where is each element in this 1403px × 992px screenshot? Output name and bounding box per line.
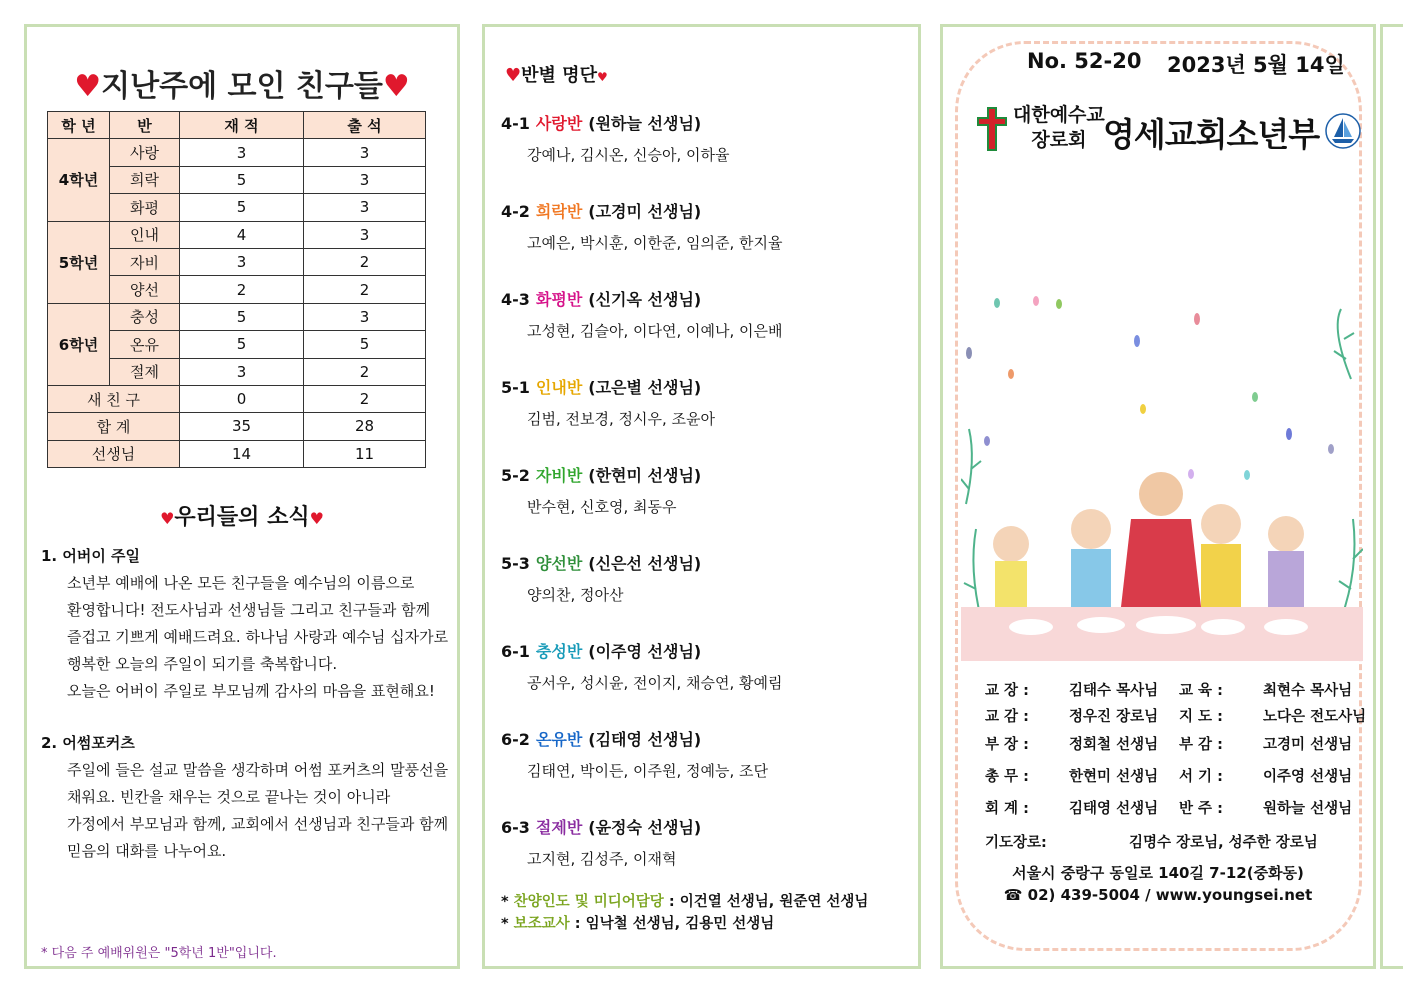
student-names: 공서우, 성시윤, 전이지, 채승연, 황예림	[527, 674, 783, 692]
issue-number: No. 52-20	[1027, 49, 1142, 73]
staff-person: 노다은 전도사님	[1263, 709, 1367, 725]
news-heading: 1. 어버이 주일	[41, 547, 141, 565]
class-number: 4-3	[501, 290, 530, 309]
grade-cell: 6학년	[48, 303, 110, 385]
enrolled-cell: 4	[180, 221, 304, 248]
attendance-table	[47, 111, 426, 468]
news-item	[41, 730, 448, 865]
attendance-title	[27, 61, 457, 105]
next-panel-edge	[1380, 24, 1403, 969]
class-heading	[501, 815, 701, 838]
news-line: 믿음의 대화를 나누어요.	[67, 842, 227, 860]
total-label: 새 친 구	[48, 385, 180, 412]
staff-person: 이주영 선생님	[1263, 769, 1353, 785]
staff-row	[985, 679, 1353, 707]
enrolled-cell: 2	[180, 276, 304, 303]
present-cell: 2	[304, 358, 426, 385]
class-heading	[501, 287, 783, 310]
class-cell: 온유	[110, 331, 180, 358]
address-block	[943, 862, 1373, 906]
class-heading	[501, 639, 783, 662]
news-item	[41, 543, 448, 705]
denomination-line2: 장로회	[1031, 129, 1087, 151]
staff-role: 총 무 :	[985, 769, 1029, 785]
header-enrolled: 재 적	[180, 112, 304, 139]
denomination	[1013, 103, 1105, 153]
class-heading	[501, 463, 701, 486]
class-name: 양선반	[535, 554, 583, 573]
present-cell: 3	[304, 194, 426, 221]
class-number: 5-3	[501, 554, 530, 573]
staff-person: 원하늘 선생님	[1263, 801, 1353, 817]
student-names: 김태연, 박이든, 이주원, 정예능, 조단	[527, 762, 769, 780]
attendance-panel	[24, 24, 460, 969]
news-line: 즐겁고 기쁘게 예배드려요. 하나님 사랑과 예수님 십자가로	[67, 628, 449, 646]
class-teacher: (원하늘 선생님)	[588, 114, 702, 133]
staff-row	[985, 765, 1353, 793]
class-number: 6-2	[501, 730, 530, 749]
enrolled-cell: 0	[180, 385, 304, 412]
present-cell: 11	[304, 440, 426, 467]
student-names: 고예은, 박시훈, 이한준, 임의준, 한지율	[527, 234, 783, 252]
heart-icon: ♥	[160, 509, 175, 528]
class-number: 6-3	[501, 818, 530, 837]
news-line: 환영합니다! 전도사님과 선생님들 그리고 친구들과 함께	[67, 601, 431, 619]
news-line: 행복한 오늘의 주일이 되기를 축복합니다.	[67, 655, 338, 673]
staff-row	[985, 797, 1353, 825]
class-cell: 사랑	[110, 139, 180, 166]
class-entry	[501, 815, 701, 869]
staff-role: 교 육 :	[1179, 683, 1223, 699]
staff-role: 반 주 :	[1179, 801, 1223, 817]
class-name: 인내반	[535, 378, 583, 397]
table-row	[48, 303, 426, 330]
student-names: 반수현, 신호영, 최동우	[527, 498, 677, 516]
footer-line: * 찬양인도 및 미디어담당 : 이건열 선생님, 원준연 선생님	[501, 894, 869, 910]
issue-date: 2023년 5월 14일	[1167, 53, 1345, 77]
staff-person: 정회철 선생님	[1069, 737, 1159, 753]
news-heading: 2. 어썸포커츠	[41, 734, 135, 752]
enrolled-cell: 3	[180, 358, 304, 385]
class-teacher: (한현미 선생님)	[588, 466, 702, 485]
staff-row	[985, 733, 1353, 761]
class-heading	[501, 551, 701, 574]
class-teacher: (고경미 선생님)	[588, 202, 702, 221]
enrolled-cell: 5	[180, 166, 304, 193]
heart-icon: ♥	[505, 65, 522, 86]
class-name: 화평반	[535, 290, 583, 309]
staff-person: 최현수 목사님	[1263, 683, 1353, 699]
class-heading	[501, 375, 715, 398]
roster-title-text: 반별 명단	[521, 65, 597, 86]
footer-line: * 보조교사 : 임낙철 선생님, 김용민 선생님	[501, 916, 775, 932]
class-cell: 충성	[110, 303, 180, 330]
enrolled-cell: 3	[180, 248, 304, 275]
enrolled-cell: 14	[180, 440, 304, 467]
present-cell: 2	[304, 385, 426, 412]
news-line: 주일에 들은 설교 말씀을 생각하며 어썸 포커츠의 말풍선을	[67, 761, 449, 779]
roster-footer	[501, 891, 868, 935]
present-cell: 5	[304, 331, 426, 358]
heart-icon: ♥	[309, 509, 324, 528]
class-entry	[501, 551, 701, 605]
cover-panel	[940, 24, 1376, 969]
illustration-jesus-with-children	[961, 289, 1363, 661]
staff-person: 김태영 선생님	[1069, 801, 1159, 817]
class-number: 4-2	[501, 202, 530, 221]
class-cell: 양선	[110, 276, 180, 303]
student-names: 양의찬, 정아산	[527, 586, 624, 604]
class-cell: 희락	[110, 166, 180, 193]
class-name: 충성반	[535, 642, 583, 661]
attendance-title-text: 지난주에 모인 친구들	[101, 69, 383, 104]
class-entry	[501, 639, 783, 693]
enrolled-cell: 35	[180, 413, 304, 440]
grade-cell: 5학년	[48, 221, 110, 303]
class-entry	[501, 287, 783, 341]
class-roster-panel	[482, 24, 921, 969]
class-teacher: (김태영 선생님)	[588, 730, 702, 749]
class-name: 사랑반	[535, 114, 583, 133]
class-teacher: (윤정숙 선생님)	[588, 818, 702, 837]
church-name: 영세교회소년부	[1103, 115, 1320, 154]
footer-label: 보조교사	[513, 916, 570, 932]
header-class: 반	[110, 112, 180, 139]
class-number: 5-1	[501, 378, 530, 397]
staff-role: 회 계 :	[985, 801, 1029, 817]
enrolled-cell: 3	[180, 139, 304, 166]
footer-label: 찬양인도 및 미디어담당	[513, 894, 664, 910]
table-row	[48, 221, 426, 248]
prayer-label: 기도장로:	[985, 835, 1047, 851]
heart-icon: ♥	[74, 69, 102, 104]
class-teacher: (신은선 선생님)	[588, 554, 702, 573]
class-heading	[501, 199, 783, 222]
class-heading	[501, 727, 768, 750]
staff-role: 부 감 :	[1179, 737, 1223, 753]
roster-title	[505, 61, 608, 87]
class-teacher: (신기옥 선생님)	[588, 290, 702, 309]
header-grade: 학 년	[48, 112, 110, 139]
present-cell: 3	[304, 139, 426, 166]
class-name: 자비반	[535, 466, 583, 485]
table-row	[48, 440, 426, 467]
total-label: 선생님	[48, 440, 180, 467]
class-cell: 절제	[110, 358, 180, 385]
address: 서울시 중랑구 동일로 140길 7-12(중화동)	[1012, 864, 1304, 882]
confetti-dots	[966, 296, 1334, 480]
footer-value: : 이건열 선생님, 원준연 선생님	[663, 894, 869, 910]
header-present: 출 석	[304, 112, 426, 139]
heart-icon: ♥	[596, 70, 608, 84]
footer-value: : 임낙철 선생님, 김용민 선생님	[569, 916, 775, 932]
prayer-value: 김명수 장로님, 성주한 장로님	[1129, 835, 1318, 851]
news-line: 소년부 예배에 나온 모든 친구들을 예수님의 이름으로	[67, 574, 415, 592]
news-line: 가정에서 부모님과 함께, 교회에서 선생님과 친구들과 함께	[67, 815, 449, 833]
denomination-line1: 대한예수교	[1013, 104, 1105, 126]
table-row	[48, 413, 426, 440]
class-entry	[501, 463, 701, 517]
class-cell: 자비	[110, 248, 180, 275]
student-names: 고지현, 김성주, 이재혁	[527, 850, 677, 868]
children-figures	[993, 472, 1304, 607]
news-line: 오늘은 어버이 주일로 부모님께 감사의 마음을 표현해요!	[67, 682, 435, 700]
student-names: 고성현, 김슬아, 이다연, 이예나, 이은배	[527, 322, 783, 340]
student-names: 강예나, 김시온, 신승아, 이하율	[527, 146, 730, 164]
staff-person: 한현미 선생님	[1069, 769, 1159, 785]
heart-icon: ♥	[382, 69, 410, 104]
staff-person: 고경미 선생님	[1263, 737, 1353, 753]
staff-role: 지 도 :	[1179, 709, 1223, 725]
news-body	[41, 570, 448, 705]
staff-role: 교 장 :	[985, 683, 1029, 699]
staff-role: 부 장 :	[985, 737, 1029, 753]
table-row	[48, 139, 426, 166]
grade-cell: 4학년	[48, 139, 110, 221]
staff-person: 정우진 장로님	[1069, 709, 1159, 725]
table-header-row	[48, 112, 426, 139]
staff-role: 교 감 :	[985, 709, 1029, 725]
class-name: 절제반	[535, 818, 583, 837]
class-name: 희락반	[535, 202, 583, 221]
class-heading	[501, 111, 730, 134]
class-number: 6-1	[501, 642, 530, 661]
class-entry	[501, 727, 768, 781]
enrolled-cell: 5	[180, 194, 304, 221]
total-label: 합 계	[48, 413, 180, 440]
church-logo-icon	[1325, 113, 1361, 149]
class-number: 5-2	[501, 466, 530, 485]
present-cell: 2	[304, 276, 426, 303]
class-entry	[501, 375, 715, 429]
class-entry	[501, 111, 730, 165]
class-name: 온유반	[535, 730, 583, 749]
enrolled-cell: 5	[180, 303, 304, 330]
present-cell: 2	[304, 248, 426, 275]
present-cell: 3	[304, 221, 426, 248]
news-title	[27, 500, 457, 531]
staff-row	[985, 705, 1367, 733]
present-cell: 3	[304, 166, 426, 193]
contact: ☎ 02) 439-5004 / www.youngsei.net	[1003, 886, 1313, 904]
class-number: 4-1	[501, 114, 530, 133]
news-body	[41, 757, 448, 865]
staff-person: 김태수 목사님	[1069, 683, 1159, 699]
news-line: 채워요. 빈칸을 채우는 것으로 끝나는 것이 아니라	[67, 788, 391, 806]
cross-icon	[975, 105, 1009, 153]
class-cell: 화평	[110, 194, 180, 221]
class-cell: 인내	[110, 221, 180, 248]
present-cell: 3	[304, 303, 426, 330]
news-title-text: 우리들의 소식	[174, 505, 310, 530]
footnote: * 다음 주 예배위원은 "5학년 1반"입니다.	[41, 946, 277, 961]
class-entry	[501, 199, 783, 253]
student-names: 김범, 전보경, 정시우, 조윤아	[527, 410, 715, 428]
class-teacher: (이주영 선생님)	[588, 642, 702, 661]
table-row	[48, 385, 426, 412]
present-cell: 28	[304, 413, 426, 440]
enrolled-cell: 5	[180, 331, 304, 358]
class-teacher: (고은별 선생님)	[588, 378, 702, 397]
staff-role: 서 기 :	[1179, 769, 1223, 785]
